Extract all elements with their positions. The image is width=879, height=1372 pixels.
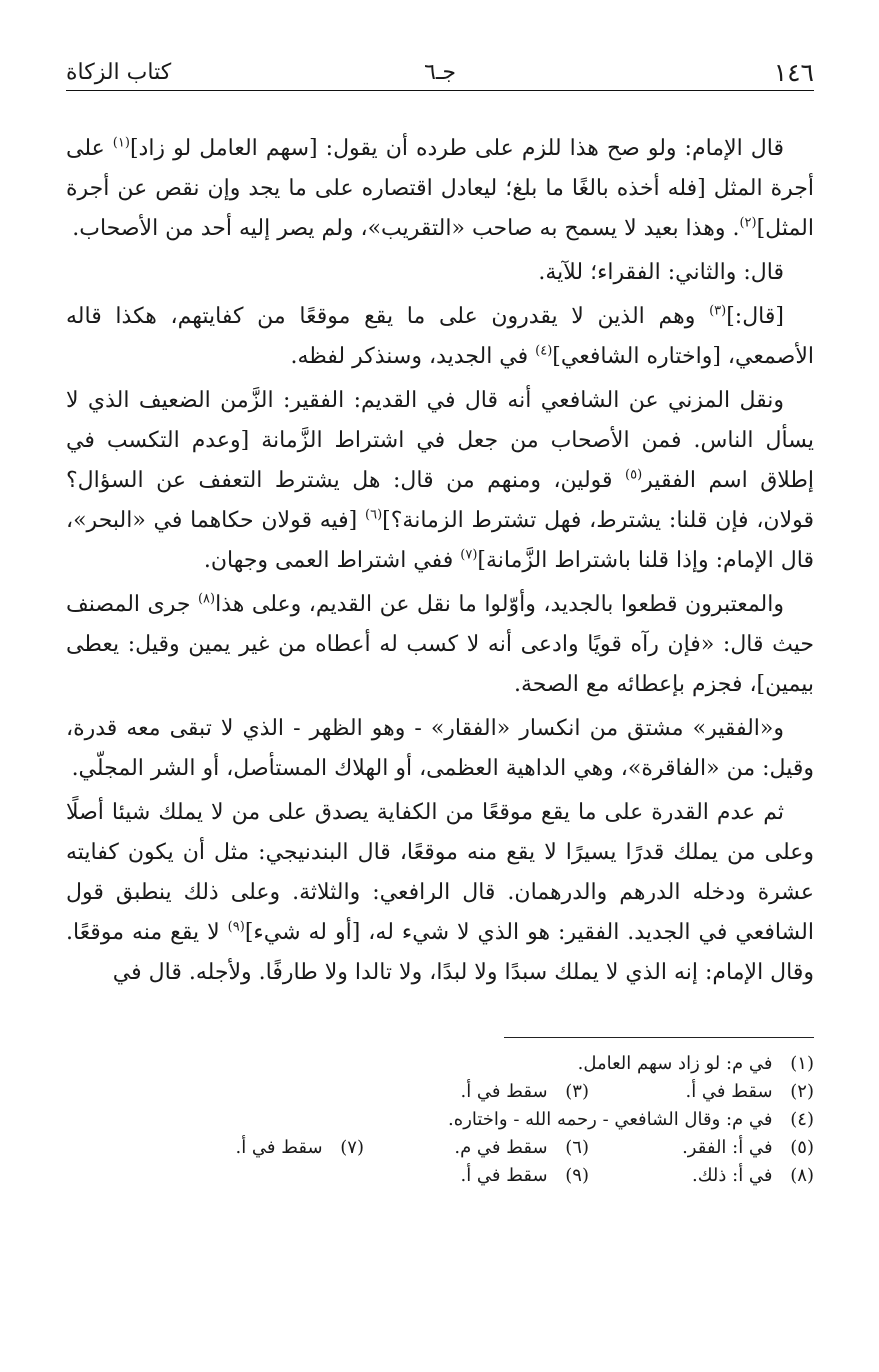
paragraph-text: [قال:] [726, 304, 784, 329]
footnote-text: في أ: الفقر. [682, 1137, 779, 1158]
footnote-separator [504, 1037, 814, 1038]
footnote-marker: (٦) [365, 507, 383, 523]
footnote-marker: (٢) [739, 215, 757, 231]
footnote-text: في م: لو زاد سهم العامل. [577, 1053, 779, 1074]
page-header [66, 46, 814, 91]
footnotes [66, 1050, 814, 1190]
footnote-row [66, 1078, 814, 1106]
footnote-marker: (١) [112, 135, 130, 151]
book-title: كتاب الزكاة [66, 60, 172, 85]
footnote-marker: (٣) [709, 303, 727, 319]
paragraph-text: . وهذا بعيد لا يسمح به صاحب «التقريب»، ولم يصر إليه أحد من الأصحاب. [72, 216, 740, 241]
footnote-number: (٣) [565, 1081, 589, 1102]
footnote-marker: (٧) [460, 547, 478, 563]
paragraph [66, 381, 814, 581]
footnote-text: سقط في أ. [235, 1137, 329, 1158]
footnote-number: (٦) [565, 1137, 589, 1158]
paragraph-text: جرى المصنف حيث قال: «فإن رآه قويًا وادعى أنه لا كسب له أعطاه من غير يمين وقيل: يعطى بيمين]، فجزم بإعطائه مع الصحة. [66, 592, 814, 697]
paragraph-text: قال الإمام: ولو صح هذا للزم على طرده أن يقول: [سهم العامل لو زاد] [129, 136, 784, 161]
footnote [589, 1134, 814, 1162]
footnote [448, 1106, 814, 1134]
footnote [578, 1050, 814, 1078]
footnote-number: (٩) [565, 1165, 589, 1186]
footnote [139, 1134, 364, 1162]
footnote-text: سقط في م. [454, 1137, 554, 1158]
footnote [589, 1078, 814, 1106]
volume-label: جـ٦ [424, 60, 456, 85]
footnote-row [66, 1134, 814, 1162]
paragraph-text: ثم عدم القدرة على ما يقع موقعًا من الكفاية يصدق على من لا يملك شيئا أصلًا وعلى من يملك قدرًا يسيرًا لا يقع منه موقعًا، قال البندنيجي: مثل أن يكون كفايته عشرة ودخله الدرهم والدرهمان. قال الرافعي: والثلاثة. وعلى ذلك ينطبق قول الشافعي في الجديد. الفقير: هو الذي لا شيء له، [أو له شيء] [66, 800, 814, 945]
paragraph [66, 129, 814, 249]
footnote-number: (٥) [790, 1137, 814, 1158]
footnote-marker: (٩) [227, 919, 245, 935]
footnote-number: (٨) [790, 1165, 814, 1186]
paragraph-text: قولين، ومنهم من قال: هل يشترط التعفف عن السؤال؟ قولان، فإن قلنا: يشترط، فهل تشترط الزمانة؟] [66, 468, 815, 533]
footnote-marker: (٤) [535, 343, 553, 359]
paragraph-text: والمعتبرون قطعوا بالجديد، وأوّلوا ما نقل عن القديم، وعلى هذا [215, 592, 784, 617]
paragraph-text: وهم الذين لا يقدرون على ما يقع موقعًا من كفايتهم، هكذا قاله الأصمعي، [واختاره الشافعي] [66, 304, 814, 369]
footnote [364, 1078, 589, 1106]
footnote-number: (٧) [340, 1137, 364, 1158]
paragraph [66, 253, 814, 293]
footnote-text: سقط في أ. [460, 1081, 554, 1102]
footnote-number: (٤) [790, 1109, 814, 1130]
paragraph [66, 297, 814, 377]
paragraph-text: ونقل المزني عن الشافعي أنه قال في القديم: الفقير: الزَّمن الضعيف الذي لا يسأل الناس. فمن الأصحاب من جعل في اشتراط الزَّمانة [وعدم التكسب في إطلاق اسم الفقير [66, 388, 815, 493]
footnote-row [66, 1106, 814, 1134]
footnote-text: في م: وقال الشافعي - رحمه الله - واختاره. [448, 1109, 779, 1130]
footnote-row [66, 1050, 814, 1078]
footnote-text: في أ: ذلك. [692, 1165, 779, 1186]
paragraph-text: ففي اشتراط العمى وجهان. [203, 548, 461, 573]
paragraph [66, 709, 814, 789]
paragraph-text: و«الفقير» مشتق من انكسار «الفقار» - وهو الظهر - الذي لا تبقى معه قدرة، وقيل: من «الفاقرة»، وهي الداهية العظمى، أو الهلاك المستأصل، أو الشر المجلّي. [66, 716, 814, 781]
paragraph-text: قال: والثاني: الفقراء؛ للآية. [538, 260, 784, 285]
footnote-text: سقط في أ. [460, 1165, 554, 1186]
footnote [364, 1162, 589, 1190]
book-page [66, 46, 814, 1346]
paragraph-text: في الجديد، وسنذكر لفظه. [290, 344, 536, 369]
footnote-number: (٢) [790, 1081, 814, 1102]
footnote-marker: (٨) [197, 591, 216, 607]
footnote [589, 1162, 814, 1190]
footnote-marker: (٥) [625, 467, 643, 483]
main-text [66, 129, 814, 993]
footnote-row [66, 1162, 814, 1190]
page-number: ١٤٦ [773, 58, 814, 87]
footnote-text: سقط في أ. [685, 1081, 779, 1102]
footnote [364, 1134, 589, 1162]
paragraph-text: لا يقع منه موقعًا. وقال الإمام: إنه الذي لا يملك سبدًا ولا لبدًا، ولا تالدا ولا طارفًا. ولأجله. قال في [66, 920, 814, 985]
paragraph-text: [فيه قولان حكاهما في «البحر»، قال الإمام: وإذا قلنا باشتراط الزَّمانة] [66, 508, 814, 573]
footnote-number: (١) [790, 1053, 814, 1074]
paragraph [66, 793, 814, 993]
paragraph [66, 585, 814, 705]
paragraph-text: على أجرة المثل [فله أخذه بالغًا ما بلغ؛ ليعادل اقتصاره على ما يجد وإن نقص عن أجرة المثل] [66, 136, 814, 241]
